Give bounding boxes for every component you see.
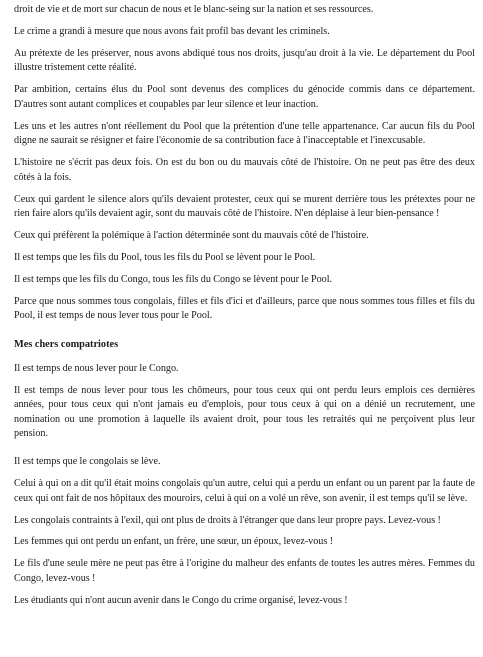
paragraph: Le crime a grandi à mesure que nous avons fait profil bas devant les criminels. bbox=[14, 25, 330, 37]
section-heading: Mes chers compatriotes bbox=[14, 339, 119, 351]
paragraph: Les uns et les autres n'ont réellement du Pool que la prétention d'une telle appartenance. Car aucun fils du Pool digne ne saurait se résigner et faire l'économie de sa contribution face à l'inacceptable et l'inexcusable. bbox=[14, 120, 475, 147]
paragraph: Les congolais contraints à l'exil, qui ont plus de droits à l'étranger que dans leur propre pays. Levez-vous ! bbox=[14, 514, 441, 526]
paragraph: Celui à qui on a dit qu'il était moins congolais qu'un autre, celui qui a perdu un enfant ou un parent par la faute de ceux qui ont fait de nos hôpitaux des mouroirs, celui à qui on a volé un rêve, son avenir, il est temps qu'il se lève. bbox=[14, 478, 475, 504]
paragraph: Il est temps de nous lever pour le Congo. bbox=[14, 362, 179, 374]
paragraph: Ceux qui préfèrent la polémique à l'action déterminée sont du mauvais côté de l'histoire. bbox=[14, 230, 369, 242]
paragraph: Les femmes qui ont perdu un enfant, un frère, une sœur, un époux, levez-vous ! bbox=[14, 536, 334, 548]
paragraph: Il est temps que les fils du Pool, tous les fils du Pool se lèvent pour le Pool. bbox=[14, 252, 316, 264]
paragraph: droit de vie et de mort sur chacun de nous et le blanc-seing sur la nation et ses ressources. bbox=[14, 4, 374, 15]
paragraph: Il est temps que les fils du Congo, tous les fils du Congo se lèvent pour le Pool. bbox=[14, 273, 333, 285]
paragraph: Les étudiants qui n'ont aucun avenir dans le Congo du crime organisé, levez-vous ! bbox=[14, 594, 348, 606]
paragraph: Il est temps de nous lever pour tous les chômeurs, pour tous ceux qui ont perdu leurs emplois ces dernières années, pour tous ceux qui n'ont jamais eu d'emplois, pour tous ceux à qui on a dénié un recrutement, une nomination ou une promotion à laquelle ils avaient droit, pour tous les retraités qui ne perçoivent plus leur pension. bbox=[14, 384, 475, 440]
paragraph: Parce que nous sommes tous congolais, filles et fils d'ici et d'ailleurs, parce que nous sommes tous filles et fils du Pool, il est temps de nous lever tous pour le Pool. bbox=[14, 295, 475, 322]
paragraph: Il est temps que le congolais se lève. bbox=[14, 456, 161, 468]
paragraph: Par ambition, certains élus du Pool sont devenus des complices du génocide commis dans ce département. D'autres sont autant complices et coupables par leur silence et leur inaction. bbox=[14, 84, 475, 110]
paragraph: Au prétexte de les préserver, nous avons abdiqué tous nos droits, jusqu'au droit à la vie. Le département du Pool illustre tristement cette réalité. bbox=[14, 47, 475, 74]
paragraph: Le fils d'une seule mère ne peut pas être à l'origine du malheur des enfants de toutes les autres mères. Femmes du Congo, levez-vous ! bbox=[14, 558, 475, 584]
paragraph: Ceux qui gardent le silence alors qu'ils devaient protester, ceux qui se murent derrière tous les prétextes pour ne rien faire alors qu'ils devaient agir, sont du mauvais côté de l'histoire. N'en déplaise à leur bien-pensance ! bbox=[14, 193, 475, 220]
paragraph: L'histoire ne s'écrit pas deux fois. On est du bon ou du mauvais côté de l'histoire. On ne peut pas être des deux côtés à la fois. bbox=[14, 157, 475, 183]
